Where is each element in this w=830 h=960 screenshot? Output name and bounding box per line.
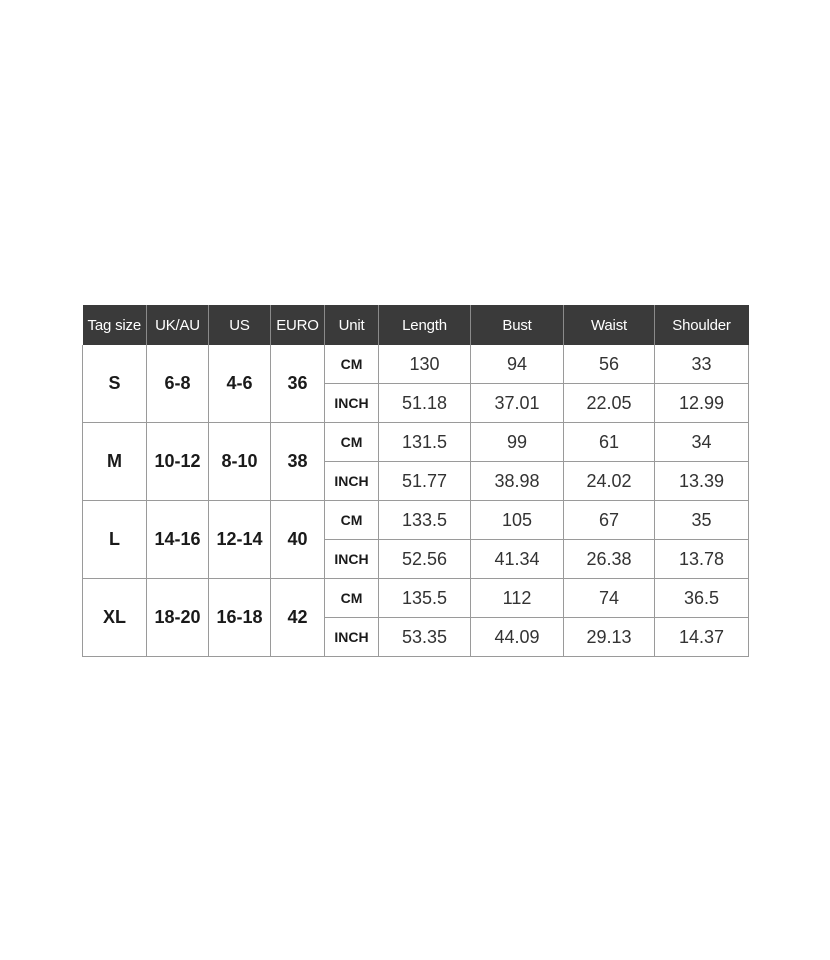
waist-cell: 24.02	[564, 462, 655, 501]
length-cell: 53.35	[379, 618, 471, 657]
waist-cell: 67	[564, 501, 655, 540]
bust-cell: 112	[471, 579, 564, 618]
euro-cell: 38	[271, 423, 325, 501]
table-row	[83, 501, 749, 540]
header-row	[83, 305, 749, 345]
euro-cell: 42	[271, 579, 325, 657]
unit-cell: INCH	[325, 540, 379, 579]
unit-cell: CM	[325, 501, 379, 540]
length-cell: 51.18	[379, 384, 471, 423]
shoulder-cell: 13.39	[655, 462, 749, 501]
us-cell: 4-6	[209, 345, 271, 423]
us-cell: 8-10	[209, 423, 271, 501]
waist-cell: 22.05	[564, 384, 655, 423]
length-cell: 135.5	[379, 579, 471, 618]
bust-cell: 44.09	[471, 618, 564, 657]
length-cell: 130	[379, 345, 471, 384]
uk-au-cell: 14-16	[147, 501, 209, 579]
shoulder-cell: 35	[655, 501, 749, 540]
us-cell: 16-18	[209, 579, 271, 657]
waist-cell: 74	[564, 579, 655, 618]
table-header	[83, 305, 749, 345]
waist-cell: 61	[564, 423, 655, 462]
tag-size-cell: L	[83, 501, 147, 579]
waist-cell: 56	[564, 345, 655, 384]
unit-cell: CM	[325, 423, 379, 462]
shoulder-cell: 12.99	[655, 384, 749, 423]
header-uk-au: UK/AU	[147, 305, 209, 345]
header-euro: EURO	[271, 305, 325, 345]
unit-cell: CM	[325, 579, 379, 618]
bust-cell: 105	[471, 501, 564, 540]
bust-cell: 94	[471, 345, 564, 384]
shoulder-cell: 14.37	[655, 618, 749, 657]
table-row	[83, 423, 749, 462]
length-cell: 51.77	[379, 462, 471, 501]
length-cell: 131.5	[379, 423, 471, 462]
uk-au-cell: 10-12	[147, 423, 209, 501]
unit-cell: CM	[325, 345, 379, 384]
bust-cell: 37.01	[471, 384, 564, 423]
unit-cell: INCH	[325, 462, 379, 501]
shoulder-cell: 36.5	[655, 579, 749, 618]
euro-cell: 40	[271, 501, 325, 579]
length-cell: 52.56	[379, 540, 471, 579]
tag-size-cell: S	[83, 345, 147, 423]
bust-cell: 38.98	[471, 462, 564, 501]
table-body	[83, 345, 749, 657]
tag-size-cell: M	[83, 423, 147, 501]
unit-cell: INCH	[325, 618, 379, 657]
euro-cell: 36	[271, 345, 325, 423]
bust-cell: 41.34	[471, 540, 564, 579]
length-cell: 133.5	[379, 501, 471, 540]
unit-cell: INCH	[325, 384, 379, 423]
header-waist: Waist	[564, 305, 655, 345]
tag-size-cell: XL	[83, 579, 147, 657]
uk-au-cell: 18-20	[147, 579, 209, 657]
waist-cell: 26.38	[564, 540, 655, 579]
header-us: US	[209, 305, 271, 345]
table-row	[83, 579, 749, 618]
header-unit: Unit	[325, 305, 379, 345]
header-shoulder: Shoulder	[655, 305, 749, 345]
size-chart-table	[82, 305, 749, 657]
header-bust: Bust	[471, 305, 564, 345]
header-tag-size: Tag size	[83, 305, 147, 345]
shoulder-cell: 33	[655, 345, 749, 384]
table-row	[83, 345, 749, 384]
bust-cell: 99	[471, 423, 564, 462]
header-length: Length	[379, 305, 471, 345]
waist-cell: 29.13	[564, 618, 655, 657]
us-cell: 12-14	[209, 501, 271, 579]
uk-au-cell: 6-8	[147, 345, 209, 423]
shoulder-cell: 13.78	[655, 540, 749, 579]
shoulder-cell: 34	[655, 423, 749, 462]
